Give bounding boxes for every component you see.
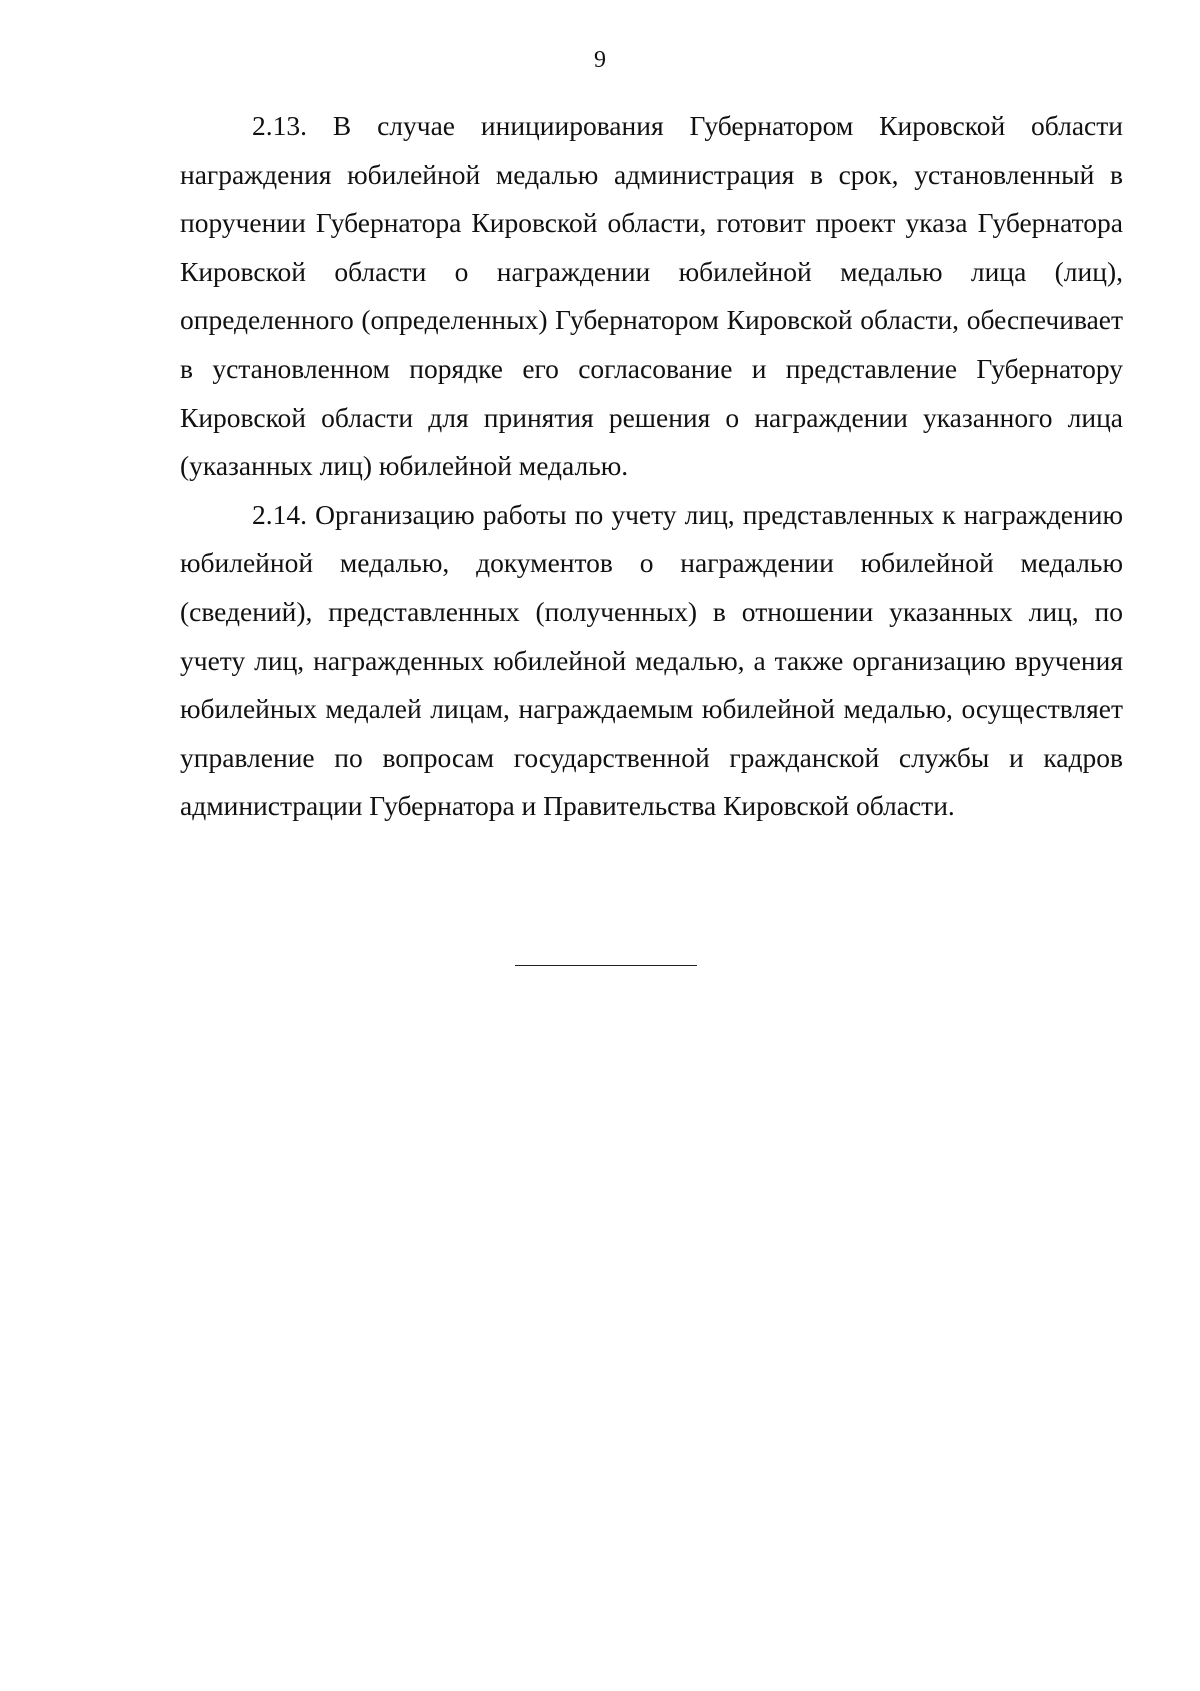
paragraph-2-13: 2.13. В случае инициирования Губернатором Кировской области награждения юбилейной медалью администрация в срок, установленный в поручении Губернатора Кировской области, готовит проект указа Губернатора Кировской области о награждении юбилейной медалью лица (лиц), определенного (определенных) Губернатором Кировской области, обеспечивает в установленном порядке его согласование и представление Губернатору Кировской области для принятия решения о награждении указанного лица (указанных лиц) юбилейной медалью. <box>180 110 1123 482</box>
paragraph-2-14: 2.14. Организацию работы по учету лиц, представленных к награждению юбилейной медалью, документов о награждении юбилейной медалью (сведений), представленных (полученных) в отношении указанных лиц, по учету лиц, награжденных юбилейной медалью, а также организацию вручения юбилейных медалей лицам, награждаемым юбилейной медалью, осуществляет управление по вопросам государственной гражданской службы и кадров администрации Губернатора и Правительства Кировской области. <box>180 498 1123 822</box>
document-body <box>180 102 1123 831</box>
page-number: 9 <box>594 47 606 73</box>
closing-divider <box>515 965 697 966</box>
